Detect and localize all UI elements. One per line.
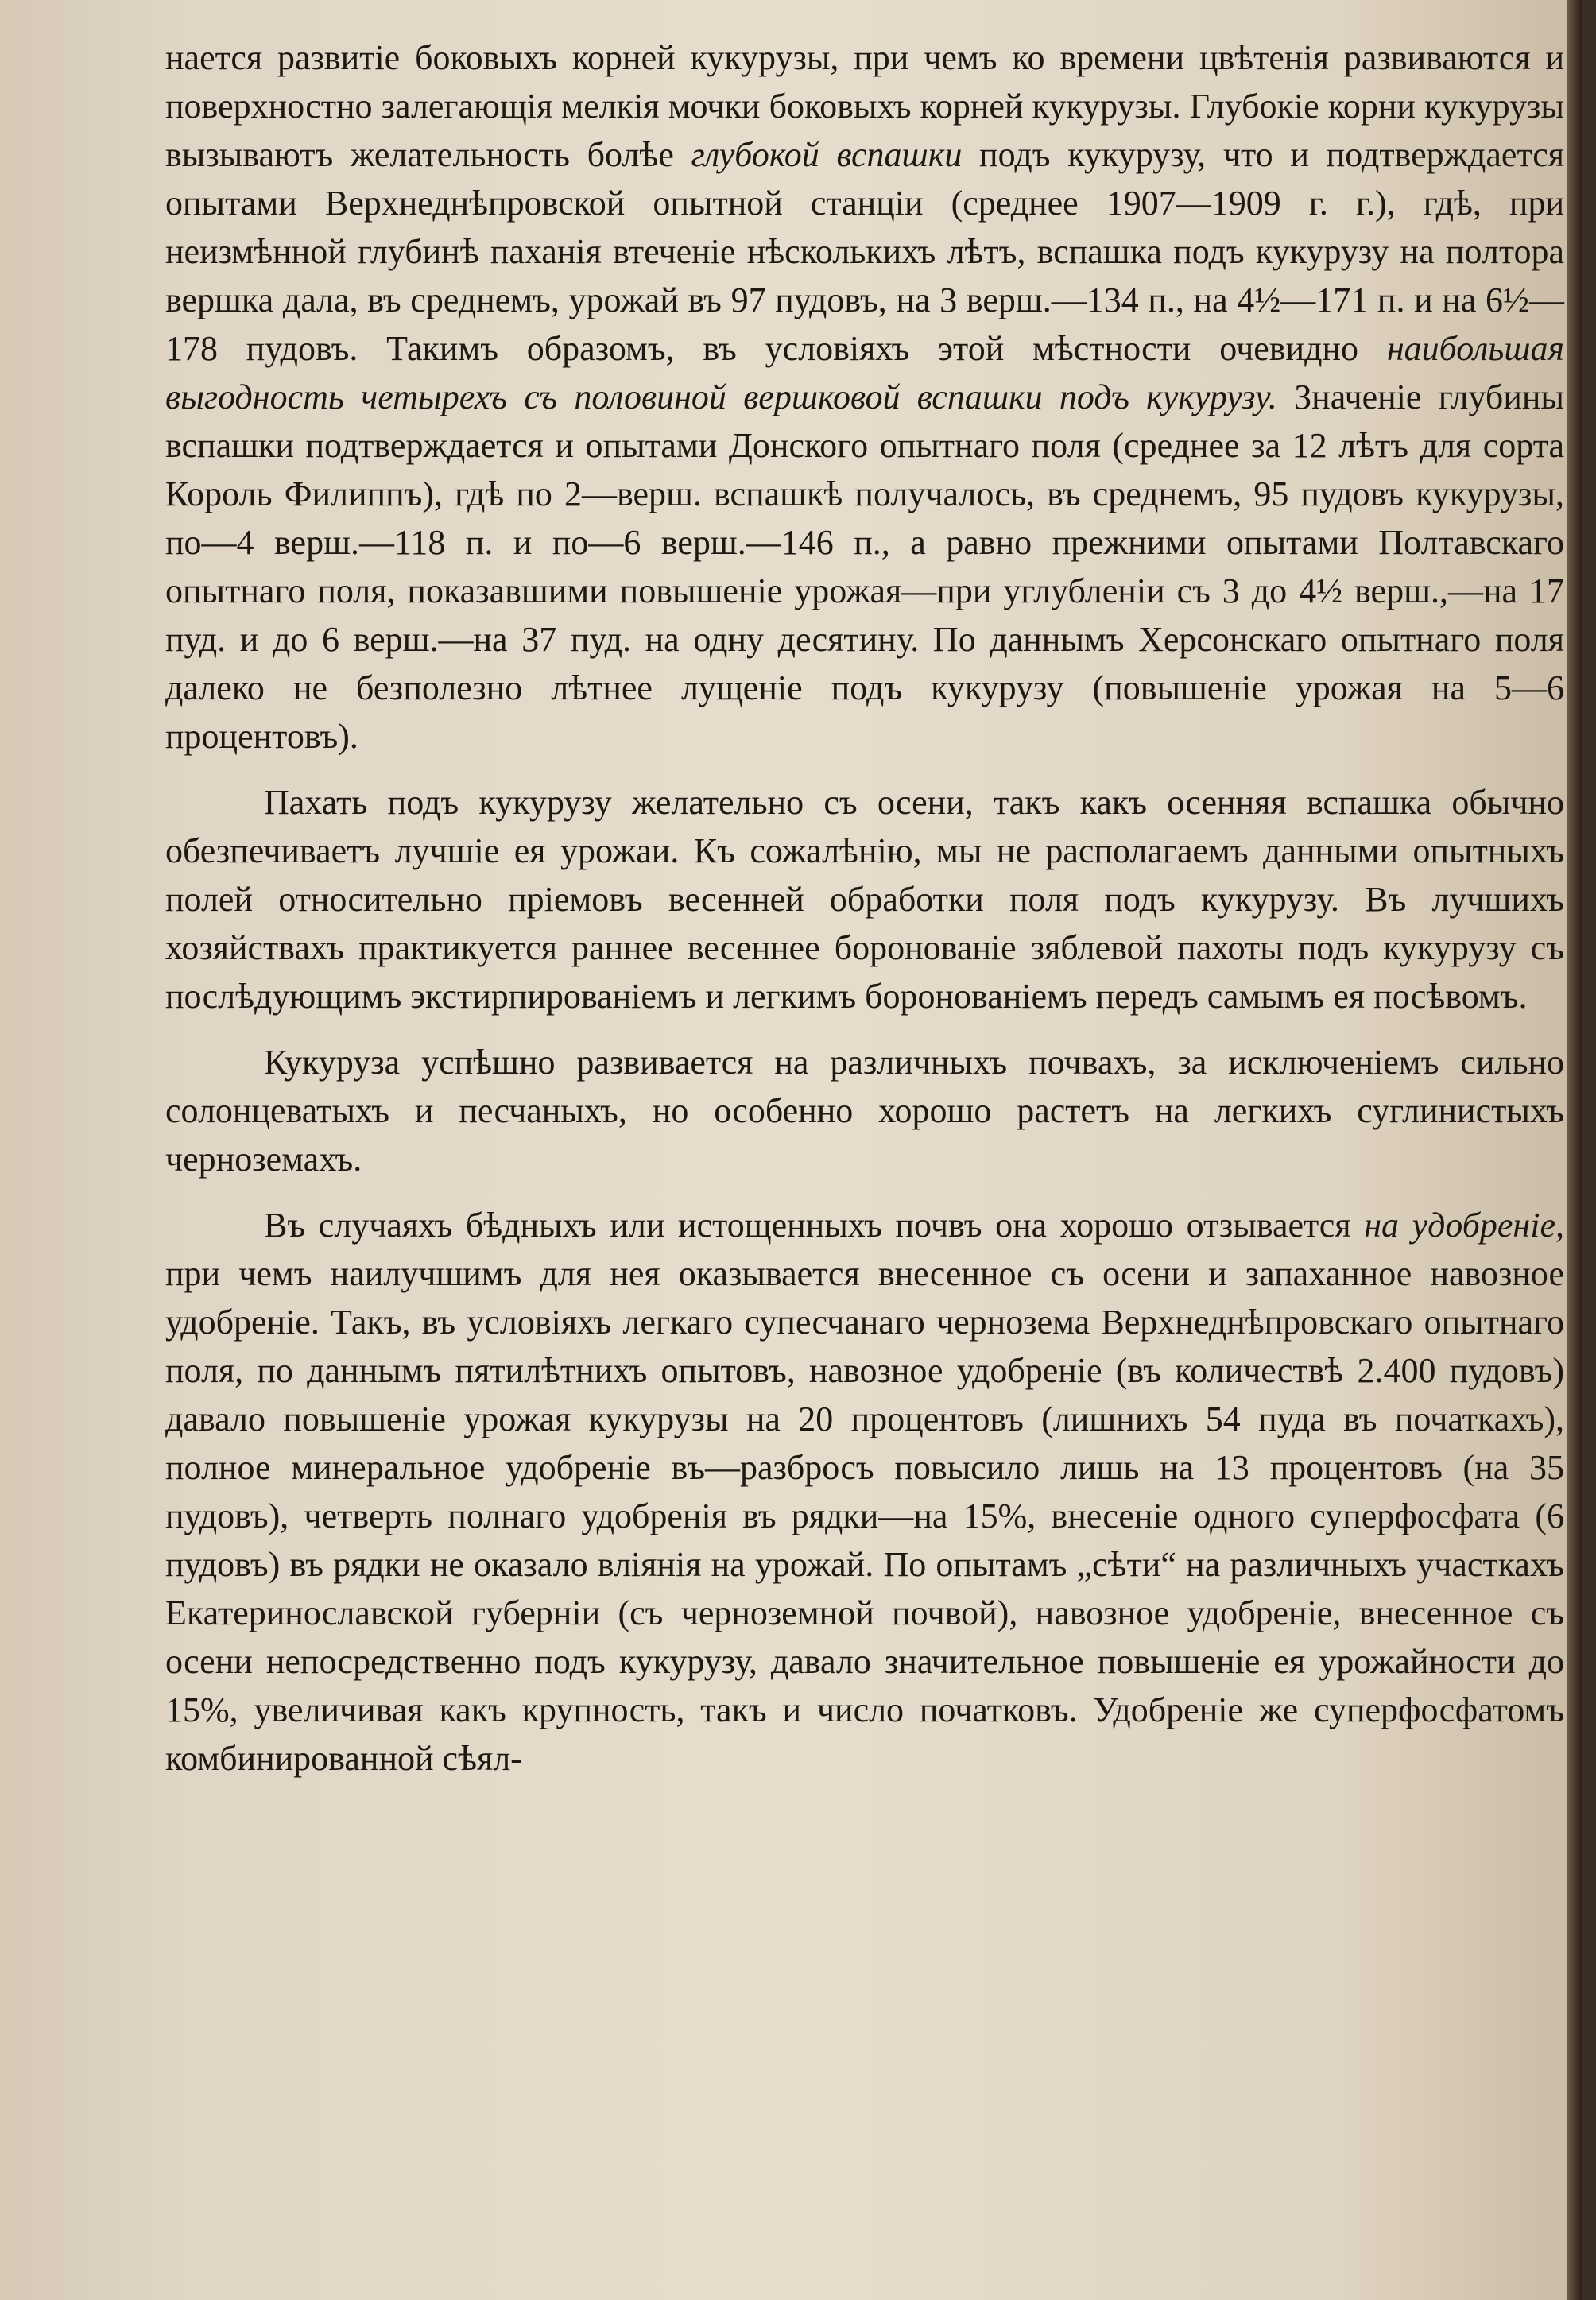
emphasized-text: на удобреніе, [1364,1206,1564,1245]
paragraph-p1 [165,33,1564,761]
paragraph-p4 [165,1201,1564,1783]
page-edge-shadow [1567,0,1582,2300]
page-body-text [165,33,1564,1783]
text-segment: Кукуруза успѣшно развивается на различныхъ почвахъ, за исключеніемъ сильно солонцеватыхъ и песчаныхъ, но особенно хорошо растетъ на легкихъ суглинистыхъ черноземахъ. [165,1043,1564,1179]
paragraph-p2 [165,778,1564,1020]
emphasized-text: глубокой вспашки [691,135,963,174]
emphasized-text: наибольшая выгодность четырехъ съ половиной вершковой вспашки подъ кукурузу. [165,329,1564,416]
text-segment: Пахать подъ кукурузу желательно съ осени, такъ какъ осенняя вспашка обычно обезпечиваетъ лучшіе ея урожаи. Къ сожалѣнію, мы не располагаемъ данными опытныхъ полей относительно пріемовъ весенней обработки поля подъ кукурузу. Въ лучшихъ хозяйствахъ практикуется раннее весеннее боронованіе зяблевой пахоты подъ кукурузу съ послѣдующимъ экстирпированіемъ и легкимъ боронованіемъ передъ самымъ ея посѣвомъ. [165,783,1564,1016]
paragraph-p3 [165,1038,1564,1183]
text-segment: подъ кукурузу, что и подтверждается опытами Верхнеднѣпровской опытной станціи (среднее 1907—1909 г. г.), гдѣ, при неизмѣнной глубинѣ паханія втеченіе нѣсколькихъ лѣтъ, вспашка подъ кукурузу на полтора вершка дала, въ среднемъ, урожай въ 97 пудовъ, на 3 верш.—134 п., на 4½—171 п. и на 6½—178 пудовъ. Такимъ образомъ, въ условіяхъ этой мѣстности очевидно [165,135,1564,368]
text-segment: Въ случаяхъ бѣдныхъ или истощенныхъ почвъ она хорошо отзывается [264,1206,1365,1245]
text-segment: Значеніе глубины вспашки подтверждается и опытами Донского опытнаго поля (среднее за 12 лѣтъ для сорта Король Филиппъ), гдѣ по 2—верш. вспашкѣ получалось, въ среднемъ, 95 пудовъ кукурузы, по—4 верш.—118 п. и по—6 верш.—146 п., а равно прежними опытами Полтавскаго опытнаго поля, показавшими повышеніе урожая—при углубленіи съ 3 до 4½ верш.,—на 17 пуд. и до 6 верш.—на 37 пуд. на одну десятину. По даннымъ Херсонскаго опытнаго поля далеко не безполезно лѣтнее лущеніе подъ кукурузу (повышеніе урожая на 5—6 процентовъ). [165,378,1564,756]
text-segment: при чемъ наилучшимъ для нея оказывается внесенное съ осени и запаханное навозное удобреніе. Такъ, въ условіяхъ легкаго супесчанаго чернозема Верхнеднѣпровскаго опытнаго поля, по даннымъ пятилѣтнихъ опытовъ, навозное удобреніе (въ количествѣ 2.400 пудовъ) давало повышеніе урожая кукурузы на 20 процентовъ (лишнихъ 54 пуда въ початкахъ), полное минеральное удобреніе въ—разбросъ повысило лишь на 13 процентовъ (на 35 пудовъ), четверть полнаго удобренія въ рядки—на 15%, внесеніе одного суперфосфата (6 пудовъ) въ рядки не оказало вліянія на урожай. По опытамъ „сѣти“ на различныхъ участкахъ Екатеринославской губерніи (съ черноземной почвой), навозное удобреніе, внесенное съ осени непосредственно подъ кукурузу, давало значительное повышеніе ея урожайности до 15%, увеличивая какъ крупность, такъ и число початковъ. Удобреніе же суперфосфатомъ комбинированной сѣял- [165,1254,1564,1778]
text-segment: нается развитіе боковыхъ корней кукурузы, при чемъ ко времени цвѣтенія развиваются и поверхностно залегающія мелкія мочки боковыхъ корней кукурузы. Глубокіе корни кукурузы вызываютъ желательность болѣе [165,38,1564,174]
